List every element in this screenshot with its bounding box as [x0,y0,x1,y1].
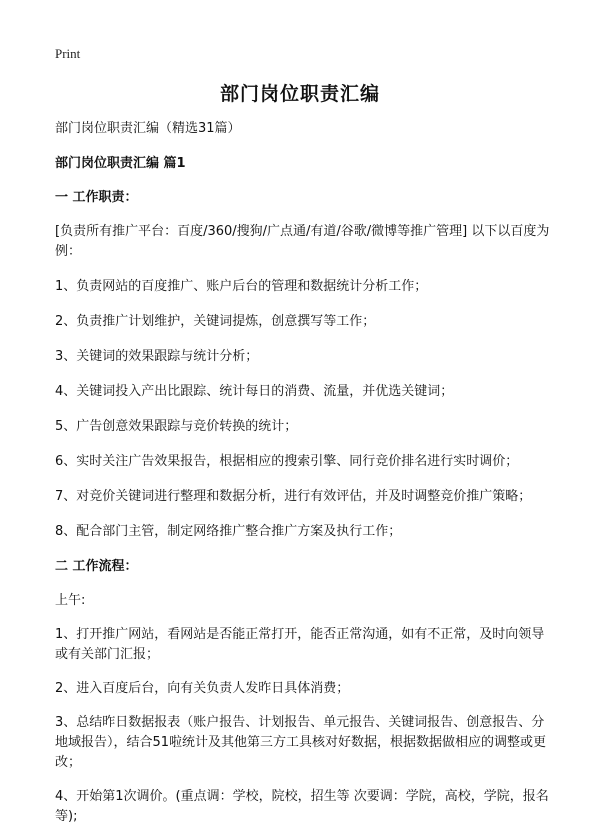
duty-item: 1、负责网站的百度推广、账户后台的管理和数据统计分析工作； [55,279,428,294]
document-body [55,119,555,827]
duty-item: 4、关键词投入产出比跟踪、统计每日的消费、流量，并优选关键词； [55,384,454,399]
duty-item: 2、负责推广计划维护，关键词提炼，创意撰写等工作； [55,314,376,329]
workflow-item: 1、打开推广网站，看网站是否能正常打开，能否正常沟通，如有不正常，及时向领导或有关部门汇报； [55,627,545,662]
workflow-period: 上午: [55,593,86,608]
duty-item: 3、关键词的效果跟踪与统计分析； [55,349,259,364]
workflow-item: 3、总结昨日数据报表（账户报告、计划报告、单元报告、关键词报告、创意报告、分地域报告），结合51啦统计及其他第三方工具核对好数据，根据数据做相应的调整或更改； [55,715,547,770]
page-title: 部门岗位职责汇编 [219,83,380,105]
workflow-item: 4、开始第1次调价。(重点调：学校，院校，招生等 次要调：学院，高校，学院，报名等); [55,789,549,824]
document-subtitle: 部门岗位职责汇编（精选31篇） [55,121,241,136]
duty-item: 6、实时关注广告效果报告，根据相应的搜索引擎、同行竞价排名进行实时调价； [55,454,519,469]
duty-item: 7、对竞价关键词进行整理和数据分析，进行有效评估，并及时调整竞价推广策略； [55,489,532,504]
section-heading-duties: 一 工作职责： [55,190,138,205]
duties-intro: [负责所有推广平台：百度/360/搜狗/广点通/有道/谷歌/微博等推广管理] 以下以百度为例： [55,224,550,259]
duty-item: 5、广告创意效果跟踪与竞价转换的统计； [55,419,298,434]
workflow-item: 2、进入百度后台，向有关负责人发昨日具体消费； [55,681,350,696]
article-heading: 部门岗位职责汇编 篇1 [55,156,186,171]
duty-item: 8、配合部门主管，制定网络推广整合推广方案及执行工作； [55,524,402,539]
section-heading-workflow: 二 工作流程： [55,559,138,574]
print-link[interactable]: Print [55,46,81,61]
